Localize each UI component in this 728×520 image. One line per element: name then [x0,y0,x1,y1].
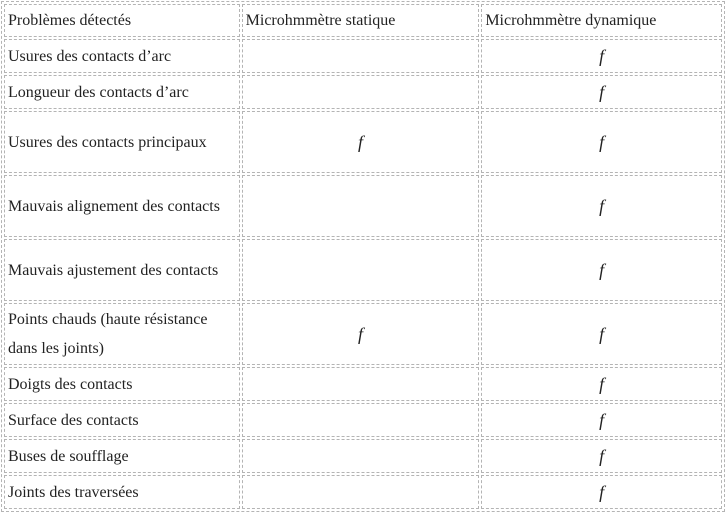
static-mark-cell [242,475,480,509]
table-row [4,175,722,237]
header-problems: Problèmes détectés [4,4,240,37]
static-mark-cell [242,75,480,109]
table-row [4,439,722,473]
dynamic-mark-cell: f [481,111,722,173]
detection-table [1,1,725,512]
dynamic-mark-cell: f [481,175,722,237]
dynamic-mark-cell: f [481,403,722,437]
static-mark-cell: f [242,111,480,173]
static-mark-cell: f [242,303,480,365]
dynamic-mark-cell: f [481,39,722,73]
table-row [4,39,722,73]
problem-cell: Usures des contacts principaux [4,111,240,173]
static-mark-cell [242,39,480,73]
dynamic-mark-cell: f [481,475,722,509]
problem-cell: Mauvais ajustement des contacts [4,239,240,301]
document-page [1,1,727,518]
problem-cell: Mauvais alignement des contacts [4,175,240,237]
header-row [4,4,722,37]
problem-cell: Doigts des contacts [4,367,240,401]
problem-cell: Buses de soufflage [4,439,240,473]
table-row [4,111,722,173]
table-row [4,403,722,437]
static-mark-cell [242,239,480,301]
table-row [4,367,722,401]
table-row [4,303,722,365]
static-mark-cell [242,403,480,437]
table-row [4,239,722,301]
table-row [4,75,722,109]
problem-cell: Joints des traversées [4,475,240,509]
static-mark-cell [242,439,480,473]
static-mark-cell [242,367,480,401]
problem-cell: Usures des contacts d’arc [4,39,240,73]
problem-cell: Points chauds (haute résistance dans les joints) [4,303,240,365]
dynamic-mark-cell: f [481,439,722,473]
dynamic-mark-cell: f [481,367,722,401]
header-dynamic-microohmmeter: Microhmmètre dynamique [481,4,722,37]
dynamic-mark-cell: f [481,239,722,301]
table-row [4,475,722,509]
problem-cell: Longueur des contacts d’arc [4,75,240,109]
dynamic-mark-cell: f [481,303,722,365]
dynamic-mark-cell: f [481,75,722,109]
header-static-microohmmeter: Microhmmètre statique [242,4,480,37]
static-mark-cell [242,175,480,237]
problem-cell: Surface des contacts [4,403,240,437]
